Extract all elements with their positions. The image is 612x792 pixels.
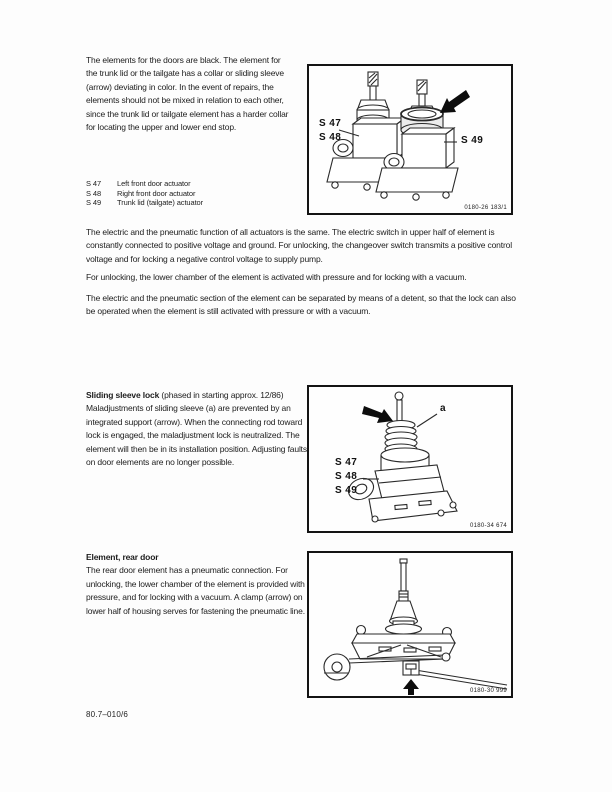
rear-door-section xyxy=(86,551,312,618)
detent-paragraph: The electric and the pneumatic section of the element can be separated by means of a detent, so that the lock can also be operated when the element is still activated with pressure or with a vacuum. xyxy=(86,293,516,317)
page-number: 80.7–010/6 xyxy=(86,710,129,719)
legend-desc-s48: Right front door actuator xyxy=(117,188,196,198)
rear-element-drawing xyxy=(324,559,507,689)
sliding-sleeve-section xyxy=(86,389,308,469)
intro-paragraph: The elements for the doors are black. The element for the trunk lid or the tailgate has a collar or sliding sleeve (arrow) deviating in color. In the event of repairs, the elements should not be mixed in relation to each other, since the trunk lid or tailgate element has a harder collar for locating the upper and lower end stop. xyxy=(86,55,289,133)
sliding-sleeve-text: Maladjustments of sliding sleeve (a) are prevented by an integrated support (arrow). When the connecting rod toward lock is engaged, the maladjustment lock is neutralized. The element will then be in its installation position. Adjusting faults on door elements are no longer possible. xyxy=(86,403,307,468)
collar-arrow-icon xyxy=(440,90,470,113)
clamp-arrow-icon xyxy=(403,679,419,695)
unlocking-paragraph: For unlocking, the lower chamber of the element is activated with pressure and for locking with a vacuum. xyxy=(86,272,467,282)
legend-row-s47 xyxy=(86,179,203,189)
fig2-label-s49: S 49 xyxy=(335,485,358,496)
rear-door-heading: Element, rear door xyxy=(86,552,159,562)
legend-key-s48: S 48 xyxy=(86,188,102,198)
legend-desc-s47: Left front door actuator xyxy=(117,179,191,188)
legend-row-s49 xyxy=(86,198,203,208)
fig1-label-s47: S 47 xyxy=(319,118,342,129)
fig3-code: 0180-30 999 xyxy=(470,688,507,694)
fig2-label-a: a xyxy=(440,403,446,414)
sliding-sleeve-heading-note: (phased in starting approx. 12/86) xyxy=(159,390,284,400)
figure-sliding-sleeve xyxy=(307,385,513,533)
fig2-label-s47: S 47 xyxy=(335,457,358,468)
legend-desc-s49: Trunk lid (tailgate) actuator xyxy=(117,198,204,208)
support-arrow-icon xyxy=(362,406,393,423)
legend-key-s47: S 47 xyxy=(86,179,102,188)
figure-rear-door-element xyxy=(307,551,513,698)
legend-key-s49: S 49 xyxy=(86,198,102,208)
legend-row-s48 xyxy=(86,189,203,199)
fig1-label-s48: S 48 xyxy=(319,132,342,143)
sliding-sleeve-heading: Sliding sleeve lock xyxy=(86,390,160,400)
fig2-code: 0180-34 674 xyxy=(470,523,507,529)
leader-line-a xyxy=(417,414,437,427)
rear-door-element-illustration xyxy=(309,553,511,696)
rear-door-text: The rear door element has a pneumatic connection. For unlocking, the lower chamber of the element is provided with pressure, and for locking with a vacuum. A clamp (arrow) on lower half of housing serves for fastening the pneumatic line. xyxy=(86,565,305,616)
fig1-label-s49: S 49 xyxy=(461,135,484,146)
function-paragraph: The electric and the pneumatic function of all actuators is the same. The electric switch in upper half of element is constantly connected to positive voltage and ground. For unlocking, the changeover switch transmits a positive control voltage and for locking a negative control voltage to supply pump. xyxy=(86,227,512,264)
actuator-legend xyxy=(86,179,203,208)
fig1-code: 0180-26 183/1 xyxy=(464,205,507,211)
fig2-label-s48: S 48 xyxy=(335,471,358,482)
figure-actuator-pair xyxy=(307,64,513,215)
